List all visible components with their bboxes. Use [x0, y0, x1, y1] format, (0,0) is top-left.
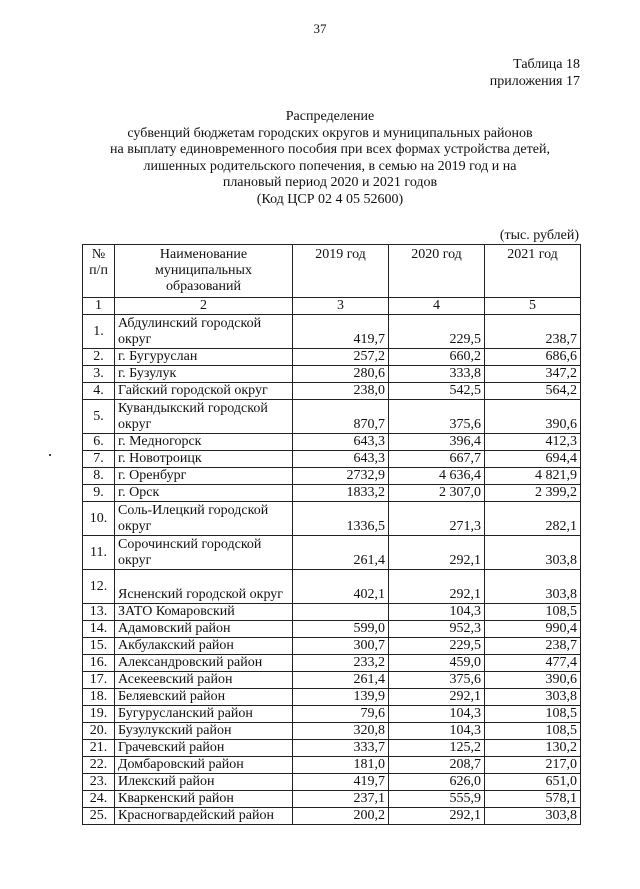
- row-value-2020: 229,5: [389, 638, 485, 655]
- row-name: Беляевский район: [115, 689, 293, 706]
- row-value-2021: 108,5: [485, 706, 581, 723]
- title-line2: субвенций бюджетам городских округов и муниципальных районов: [127, 125, 533, 141]
- row-number: 7.: [83, 451, 115, 468]
- row-number: 24.: [83, 791, 115, 808]
- row-value-2019: 643,3: [293, 451, 389, 468]
- row-value-2020: 375,6: [389, 400, 485, 434]
- row-value-2019: [293, 604, 389, 621]
- table-row: [83, 672, 581, 689]
- table-row: [83, 723, 581, 740]
- table-row: [83, 434, 581, 451]
- row-number: 25.: [83, 808, 115, 825]
- row-value-2021: 303,8: [485, 689, 581, 706]
- row-value-2019: 238,0: [293, 383, 389, 400]
- row-number: 19.: [83, 706, 115, 723]
- header-name: Наименование муниципальных образований: [115, 245, 293, 298]
- row-value-2020: 2 307,0: [389, 485, 485, 502]
- row-value-2020: 333,8: [389, 366, 485, 383]
- header-2021: 2021 год: [485, 245, 581, 298]
- row-value-2020: 4 636,4: [389, 468, 485, 485]
- row-value-2019: 233,2: [293, 655, 389, 672]
- title-line5: плановый период 2020 и 2021 годов: [222, 175, 438, 190]
- table-row: [83, 791, 581, 808]
- table-row: [83, 383, 581, 400]
- row-value-2020: 459,0: [389, 655, 485, 672]
- row-number: 8.: [83, 468, 115, 485]
- column-number-row: [83, 298, 581, 315]
- header-num: № п/п: [83, 245, 115, 298]
- row-value-2020: 292,1: [389, 536, 485, 570]
- row-value-2021: 578,1: [485, 791, 581, 808]
- table-header-row: [83, 245, 581, 298]
- table-row: [83, 774, 581, 791]
- row-name: г. Оренбург: [115, 468, 293, 485]
- row-value-2020: 660,2: [389, 349, 485, 366]
- row-value-2021: 282,1: [485, 502, 581, 536]
- table-row: [83, 366, 581, 383]
- row-number: 4.: [83, 383, 115, 400]
- row-value-2019: 333,7: [293, 740, 389, 757]
- table-ref-line1: Таблица 18: [513, 57, 580, 72]
- row-value-2019: 419,7: [293, 774, 389, 791]
- row-value-2019: 320,8: [293, 723, 389, 740]
- row-value-2021: 303,8: [485, 536, 581, 570]
- row-name: Сорочинский городской округ: [115, 536, 293, 570]
- col-number: 4: [389, 298, 485, 315]
- units-label: (тыс. рублей): [499, 228, 579, 243]
- row-value-2020: 104,3: [389, 723, 485, 740]
- row-value-2019: 2732,9: [293, 468, 389, 485]
- row-number: 11.: [83, 536, 115, 570]
- row-name: г. Орск: [115, 485, 293, 502]
- row-number: 17.: [83, 672, 115, 689]
- table-row: [83, 570, 581, 604]
- row-value-2021: 108,5: [485, 723, 581, 740]
- row-name: Абдулинский городской округ: [115, 315, 293, 349]
- row-value-2020: 667,7: [389, 451, 485, 468]
- row-name: Александровский район: [115, 655, 293, 672]
- row-value-2019: 181,0: [293, 757, 389, 774]
- row-value-2021: 390,6: [485, 400, 581, 434]
- row-name: г. Бугуруслан: [115, 349, 293, 366]
- row-value-2019: 1336,5: [293, 502, 389, 536]
- row-value-2019: 257,2: [293, 349, 389, 366]
- row-name: Кваркенский район: [115, 791, 293, 808]
- row-value-2021: 651,0: [485, 774, 581, 791]
- row-name: Грачевский район: [115, 740, 293, 757]
- row-value-2019: 261,4: [293, 536, 389, 570]
- table-row: [83, 485, 581, 502]
- row-name: Адамовский район: [115, 621, 293, 638]
- row-value-2021: 347,2: [485, 366, 581, 383]
- row-number: 20.: [83, 723, 115, 740]
- row-name: Соль-Илецкий городской округ: [115, 502, 293, 536]
- row-value-2020: 292,1: [389, 689, 485, 706]
- document-title: [60, 109, 600, 208]
- row-number: 5.: [83, 400, 115, 434]
- table-row: [83, 451, 581, 468]
- row-value-2021: 390,6: [485, 672, 581, 689]
- table-row: [83, 706, 581, 723]
- row-number: 18.: [83, 689, 115, 706]
- row-number: 21.: [83, 740, 115, 757]
- row-value-2020: 626,0: [389, 774, 485, 791]
- row-value-2019: 300,7: [293, 638, 389, 655]
- title-line6: (Код ЦСР 02 4 05 52600): [256, 191, 404, 207]
- row-value-2019: 643,3: [293, 434, 389, 451]
- table-reference: [490, 56, 580, 90]
- row-value-2021: 694,4: [485, 451, 581, 468]
- row-value-2019: 139,9: [293, 689, 389, 706]
- row-number: 23.: [83, 774, 115, 791]
- row-value-2019: 419,7: [293, 315, 389, 349]
- table-row: [83, 638, 581, 655]
- row-value-2021: 303,8: [485, 808, 581, 825]
- row-number: 12.: [83, 570, 115, 604]
- table-ref-line2: приложения 17: [489, 74, 580, 89]
- row-number: 9.: [83, 485, 115, 502]
- table-row: [83, 757, 581, 774]
- row-value-2021: 108,5: [485, 604, 581, 621]
- row-value-2019: 200,2: [293, 808, 389, 825]
- row-value-2021: 686,6: [485, 349, 581, 366]
- header-2019: 2019 год: [293, 245, 389, 298]
- row-number: 1.: [83, 315, 115, 349]
- table-row: [83, 689, 581, 706]
- row-name: ЗАТО Комаровский: [115, 604, 293, 621]
- row-number: 3.: [83, 366, 115, 383]
- row-number: 14.: [83, 621, 115, 638]
- row-value-2020: 292,1: [389, 570, 485, 604]
- col-number: 3: [293, 298, 389, 315]
- row-name: Асекеевский район: [115, 672, 293, 689]
- row-value-2020: 396,4: [389, 434, 485, 451]
- table-row: [83, 536, 581, 570]
- table-row: [83, 468, 581, 485]
- row-name: Гайский городской округ: [115, 383, 293, 400]
- row-value-2020: 542,5: [389, 383, 485, 400]
- row-value-2019: 402,1: [293, 570, 389, 604]
- row-value-2020: 208,7: [389, 757, 485, 774]
- scan-dot: [49, 454, 51, 456]
- table-row: [83, 604, 581, 621]
- row-value-2021: 2 399,2: [485, 485, 581, 502]
- row-name: Бузулукский район: [115, 723, 293, 740]
- row-value-2019: 237,1: [293, 791, 389, 808]
- row-value-2020: 104,3: [389, 706, 485, 723]
- row-name: Акбулакский район: [115, 638, 293, 655]
- row-value-2021: 477,4: [485, 655, 581, 672]
- row-name: Илекский район: [115, 774, 293, 791]
- title-line1: Распределение: [285, 109, 375, 124]
- row-value-2020: 271,3: [389, 502, 485, 536]
- row-name: Кувандыкский городской округ: [115, 400, 293, 434]
- row-value-2019: 1833,2: [293, 485, 389, 502]
- table-row: [83, 621, 581, 638]
- title-line4: лишенных родительского попечения, в семью на 2019 год и на: [143, 158, 517, 174]
- table-row: [83, 400, 581, 434]
- row-number: 13.: [83, 604, 115, 621]
- row-value-2021: 303,8: [485, 570, 581, 604]
- row-value-2020: 952,3: [389, 621, 485, 638]
- row-value-2020: 375,6: [389, 672, 485, 689]
- page-number: 37: [313, 21, 327, 36]
- row-number: 16.: [83, 655, 115, 672]
- row-value-2021: 238,7: [485, 638, 581, 655]
- row-name: Красногвардейский район: [115, 808, 293, 825]
- row-value-2021: 130,2: [485, 740, 581, 757]
- row-value-2019: 870,7: [293, 400, 389, 434]
- row-value-2021: 412,3: [485, 434, 581, 451]
- row-name: г. Медногорск: [115, 434, 293, 451]
- row-value-2019: 280,6: [293, 366, 389, 383]
- col-number: 5: [485, 298, 581, 315]
- row-value-2021: 564,2: [485, 383, 581, 400]
- table-row: [83, 502, 581, 536]
- row-value-2021: 217,0: [485, 757, 581, 774]
- row-value-2020: 104,3: [389, 604, 485, 621]
- row-name: Бугурусланский район: [115, 706, 293, 723]
- row-value-2021: 238,7: [485, 315, 581, 349]
- row-value-2019: 79,6: [293, 706, 389, 723]
- row-number: 2.: [83, 349, 115, 366]
- header-2020: 2020 год: [389, 245, 485, 298]
- row-value-2020: 229,5: [389, 315, 485, 349]
- row-number: 10.: [83, 502, 115, 536]
- subvention-table: [82, 244, 581, 825]
- row-value-2020: 292,1: [389, 808, 485, 825]
- table-row: [83, 655, 581, 672]
- row-name: г. Новотроицк: [115, 451, 293, 468]
- row-number: 15.: [83, 638, 115, 655]
- row-value-2020: 555,9: [389, 791, 485, 808]
- title-line3: на выплату единовременного пособия при всех формах устройства детей,: [110, 142, 550, 157]
- row-value-2020: 125,2: [389, 740, 485, 757]
- row-number: 6.: [83, 434, 115, 451]
- table-row: [83, 349, 581, 366]
- table-row: [83, 808, 581, 825]
- col-number: 1: [83, 298, 115, 315]
- row-value-2021: 990,4: [485, 621, 581, 638]
- row-number: 22.: [83, 757, 115, 774]
- row-name: г. Бузулук: [115, 366, 293, 383]
- row-value-2019: 599,0: [293, 621, 389, 638]
- row-name: Ясненский городской округ: [115, 570, 293, 604]
- col-number: 2: [115, 298, 293, 315]
- row-name: Домбаровский район: [115, 757, 293, 774]
- table-row: [83, 740, 581, 757]
- row-value-2021: 4 821,9: [485, 468, 581, 485]
- table-row: [83, 315, 581, 349]
- row-value-2019: 261,4: [293, 672, 389, 689]
